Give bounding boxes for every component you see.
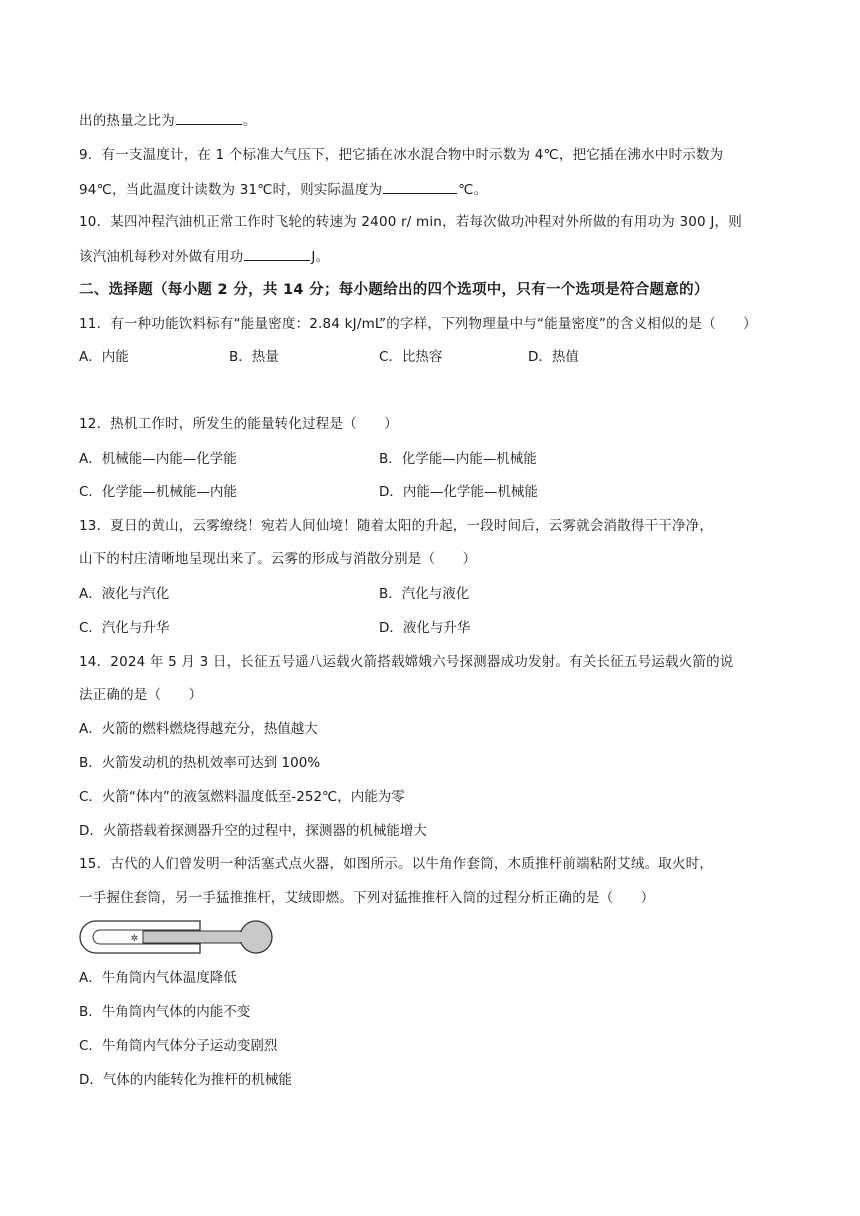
q13-option-c: C．汽化与升华 — [79, 620, 170, 636]
q12-option-d: D．内能—化学能—机械能 — [379, 484, 538, 500]
q8-tail: 出的热量之比为 。 — [79, 109, 257, 131]
q13-line1: 13．夏日的黄山，云雾缭绕！宛若人间仙境！随着太阳的升起，一段时间后，云雾就会消散得干干净净， — [79, 518, 714, 534]
q15-option-c: C．牛角筒内气体分子运动变剧烈 — [79, 1038, 278, 1054]
q11-option-d: D．热值 — [528, 349, 579, 365]
q9-line2: 94℃，当此温度计读数为 31℃时，则实际温度为 ℃。 — [79, 178, 487, 200]
answer-blank — [244, 245, 310, 261]
q14-line2: 法正确的是（ ） — [79, 687, 203, 703]
q15-option-a: A．牛角筒内气体温度降低 — [79, 970, 237, 986]
q13-option-a: A．液化与汽化 — [79, 586, 170, 602]
q9-line1: 9．有一支温度计，在 1 个标准大气压下，把它插在冰水混合物中时示数为 4℃，把它插在沸水中时示数为 — [79, 147, 724, 163]
q14-option-b: B．火箭发动机的热机效率可达到 100% — [79, 755, 321, 771]
q15-line1: 15．古代的人们曾发明一种活塞式点火器，如图所示。以牛角作套筒，木质推杆前端粘附艾绒。取火时， — [79, 856, 714, 872]
q15-line2: 一手握住套筒，另一手猛推推杆，艾绒即燃。下列对猛推推杆入筒的过程分析正确的是（ ） — [79, 890, 655, 906]
q12-stem: 12．热机工作时，所发生的能量转化过程是（ ） — [79, 416, 398, 432]
moxa-icon: ✲ — [130, 934, 139, 944]
section-heading: 二、选择题（每小题 2 分，共 14 分；每小题给出的四个选项中，只有一个选项是符合题意的） — [79, 282, 709, 298]
rod-joint — [228, 932, 242, 942]
q14-option-c: C．火箭“体内”的液氢燃料温度低至-252℃，内能为零 — [79, 789, 405, 805]
q13-option-b: B．汽化与液化 — [379, 586, 470, 602]
q14-line1: 14．2024 年 5 月 3 日，长征五号遥八运载火箭搭载嫦娥六号探测器成功发射。有关长征五号运载火箭的说 — [79, 654, 734, 670]
q11-stem: 11．有一种功能饮料标有“能量密度：2.84 kJ/mL”的字样，下列物理量中与“能量密度”的含义相似的是（ ） — [79, 316, 757, 332]
answer-blank — [176, 109, 242, 125]
q10-line2: 该汽油机每秒对外做有用功 J。 — [79, 245, 329, 267]
q12-option-a: A．机械能—内能—化学能 — [79, 451, 237, 467]
q13-line2: 山下的村庄清晰地呈现出来了。云雾的形成与消散分别是（ ） — [79, 551, 477, 567]
q11-option-b: B．热量 — [229, 349, 279, 365]
piston-knob — [240, 921, 272, 953]
q14-option-a: A．火箭的燃料燃烧得越充分，热值越大 — [79, 721, 318, 737]
q14-option-d: D．火箭搭载着探测器升空的过程中，探测器的机械能增大 — [79, 823, 427, 839]
q15-option-d: D．气体的内能转化为推杆的机械能 — [79, 1072, 292, 1088]
q12-option-c: C．化学能—机械能—内能 — [79, 484, 237, 500]
q11-option-c: C．比热容 — [379, 349, 443, 365]
q11-option-a: A．内能 — [79, 349, 129, 365]
q13-option-d: D．液化与升华 — [379, 620, 471, 636]
q10-line1: 10．某四冲程汽油机正常工作时飞轮的转速为 2400 r/ min，若每次做功冲程对外所做的有用功为 300 J，则 — [79, 214, 742, 230]
q15-option-b: B．牛角筒内气体的内能不变 — [79, 1004, 251, 1020]
q12-option-b: B．化学能—内能—机械能 — [379, 451, 537, 467]
answer-blank — [383, 178, 457, 194]
fire-piston-figure — [78, 916, 278, 960]
